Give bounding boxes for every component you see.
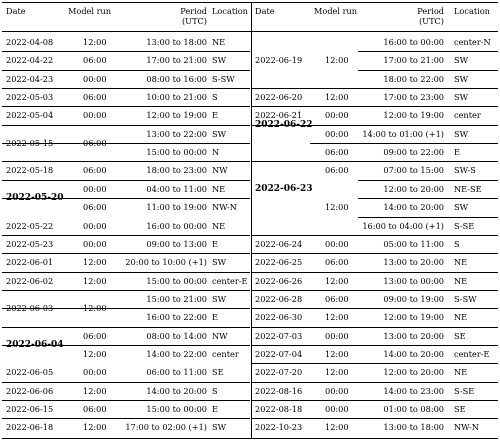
location-cell: S [212, 385, 218, 396]
header-date: Date [6, 6, 26, 16]
model-run-cell: 00:00 [83, 183, 107, 194]
model-run-cell: 12:00 [325, 275, 349, 286]
period-cell: 01:00 to 08:00 [383, 404, 444, 414]
model-run-cell: 00:00 [83, 110, 107, 121]
model-run-cell: 00:00 [325, 404, 349, 414]
row-rule [252, 382, 498, 383]
period-cell: 08:00 to 14:00 [146, 330, 207, 341]
row-rule [358, 180, 498, 181]
row-rule [2, 180, 250, 181]
date-cell: 2022-06-03 [6, 302, 54, 313]
location-cell: NW [212, 330, 228, 341]
row-rule [252, 327, 498, 328]
model-run-cell: 06:00 [83, 55, 107, 66]
period-cell: 09:00 to 13:00 [146, 238, 207, 249]
location-cell: S [454, 238, 460, 249]
location-cell: SW [454, 73, 469, 84]
column-divider [251, 2, 252, 438]
row-rule [115, 308, 250, 309]
location-cell: E [212, 238, 218, 249]
location-cell: center [212, 348, 239, 359]
location-cell: NE-SE [454, 183, 482, 194]
date-cell: 2022-06-01 [6, 257, 54, 268]
model-run-cell: 12:00 [325, 92, 349, 103]
row-rule [252, 345, 498, 346]
header-period-unit: (UTC) [181, 16, 207, 26]
location-cell: E [212, 404, 218, 414]
period-cell: 09:00 to 19:00 [383, 293, 444, 304]
date-cell: 2022-06-06 [6, 385, 54, 396]
date-cell: 2022-06-18 [6, 422, 54, 433]
period-cell: 16:00 to 00:00 [383, 37, 444, 47]
period-cell: 14:00 to 20:00 [383, 348, 444, 359]
model-run-cell: 00:00 [325, 128, 349, 139]
period-cell: 07:00 to 15:00 [383, 165, 444, 176]
location-cell: SE [454, 330, 466, 341]
period-cell: 04:00 to 11:00 [146, 183, 207, 194]
date-cell: 2022-04-22 [6, 55, 54, 66]
date-cell: 2022-08-18 [255, 404, 303, 414]
model-run-cell: 12:00 [325, 312, 349, 323]
model-run-cell: 06:00 [325, 147, 349, 158]
period-cell: 14:00 to 23:00 [383, 385, 444, 396]
model-run-cell: 12:00 [325, 348, 349, 359]
date-cell: 2022-04-08 [6, 37, 54, 47]
bottom-rule [2, 438, 498, 439]
model-run-cell: 00:00 [83, 73, 107, 84]
date-cell: 2022-06-02 [6, 275, 54, 286]
period-cell: 05:00 to 11:00 [383, 238, 444, 249]
date-cell: 2022-06-26 [255, 275, 303, 286]
model-run-cell: 12:00 [83, 348, 107, 359]
date-cell: 2022-05-23 [6, 238, 54, 249]
location-cell: NE [454, 257, 468, 268]
location-cell: S-SE [454, 220, 475, 231]
header-period-right: Period [417, 6, 444, 16]
period-cell: 13:00 to 00:00 [383, 275, 444, 286]
row-rule [252, 161, 498, 162]
model-run-cell: 00:00 [83, 238, 107, 249]
location-cell: center-E [454, 348, 490, 359]
period-cell: 12:00 to 20:00 [383, 183, 444, 194]
period-cell: 17:00 to 02:00 (+1) [125, 422, 207, 433]
row-rule [2, 235, 250, 236]
row-rule [358, 198, 498, 199]
row-rule [2, 327, 250, 328]
row-rule [252, 363, 498, 364]
date-cell: 2022-06-28 [255, 293, 303, 304]
date-cell: 2022-07-03 [255, 330, 303, 341]
date-cell: 2022-05-18 [6, 165, 54, 176]
header-date-right: Date [255, 6, 275, 16]
model-run-cell: 12:00 [83, 422, 107, 433]
period-cell: 17:00 to 23:00 [383, 92, 444, 103]
model-run-cell: 06:00 [83, 404, 107, 414]
date-cell: 2022-06-19 [255, 55, 303, 66]
location-cell: E [454, 147, 460, 158]
period-cell: 08:00 to 16:00 [146, 73, 207, 84]
period-cell: 17:00 to 21:00 [383, 55, 444, 66]
row-rule [252, 235, 498, 236]
period-cell: 15:00 to 00:00 [146, 275, 207, 286]
date-cell: 2022-05-22 [6, 220, 54, 231]
model-run-cell: 12:00 [83, 257, 107, 268]
header-model-run: Model run [68, 6, 112, 16]
date-cell: 2022-06-21 [255, 110, 303, 121]
period-cell: 18:00 to 22:00 [383, 73, 444, 84]
model-run-cell: 06:00 [325, 293, 349, 304]
model-run-cell: 12:00 [325, 422, 349, 433]
model-run-cell: 12:00 [83, 275, 107, 286]
location-cell: S-SW [212, 73, 235, 84]
header-location: Location [212, 6, 248, 16]
location-cell: NE [454, 275, 468, 286]
period-cell: 16:00 to 00:00 [146, 220, 207, 231]
row-rule [252, 308, 498, 309]
period-cell: 13:00 to 22:00 [146, 128, 207, 139]
row-rule [64, 198, 250, 199]
model-run-cell: 06:00 [83, 137, 107, 148]
date-cell: 2022-05-15 [6, 137, 54, 148]
header-model-run-right: Model run [314, 6, 358, 16]
location-cell: NW-N [454, 422, 479, 433]
row-rule [64, 345, 250, 346]
location-cell: SW [454, 128, 469, 139]
model-run-cell: 12:00 [325, 55, 349, 66]
period-cell: 13:00 to 20:00 [383, 330, 444, 341]
period-cell: 14:00 to 01:00 (+1) [362, 128, 444, 139]
period-cell: 17:00 to 21:00 [146, 55, 207, 66]
date-cell: 2022-06-30 [255, 312, 303, 323]
row-rule [2, 382, 250, 383]
date-cell: 2022-06-15 [6, 404, 54, 414]
row-rule [252, 106, 498, 107]
date-cell: 2022-06-24 [255, 238, 303, 249]
model-run-cell: 00:00 [83, 367, 107, 378]
date-cell: 2022-06-22 [255, 119, 313, 130]
row-rule [2, 70, 250, 71]
location-cell: NE [212, 183, 226, 194]
location-cell: SW [454, 92, 469, 103]
date-cell: 2022-06-23 [255, 183, 313, 194]
row-rule [2, 161, 250, 162]
header-location-right: Location [454, 6, 490, 16]
date-cell: 2022-06-04 [6, 339, 64, 350]
row-rule [2, 290, 250, 291]
location-cell: SE [212, 367, 224, 378]
date-cell: 2022-05-20 [6, 192, 64, 203]
location-cell: SW-S [454, 165, 476, 176]
period-cell: 15:00 to 00:00 [146, 404, 207, 414]
date-cell: 2022-06-20 [255, 92, 303, 103]
date-cell: 2022-07-04 [255, 348, 303, 359]
period-cell: 16:00 to 04:00 (+1) [362, 220, 444, 231]
date-cell: 2022-04-23 [6, 73, 54, 84]
location-cell: NE [454, 312, 468, 323]
period-cell: 14:00 to 22:00 [146, 348, 207, 359]
location-cell: NE [454, 367, 468, 378]
period-cell: 12:00 to 20:00 [383, 367, 444, 378]
location-cell: E [212, 110, 218, 121]
location-cell: S-SW [454, 293, 477, 304]
location-cell: SW [212, 422, 227, 433]
location-cell: SW [454, 55, 469, 66]
row-rule [2, 51, 250, 52]
date-cell: 2022-10-23 [255, 422, 303, 433]
location-cell: NW [212, 165, 228, 176]
row-rule [252, 253, 498, 254]
model-run-cell: 00:00 [325, 330, 349, 341]
period-cell: 14:00 to 20:00 [146, 385, 207, 396]
location-cell: NE [212, 220, 226, 231]
header-period: Period [180, 6, 207, 16]
location-cell: SW [212, 128, 227, 139]
period-cell: 16:00 to 22:00 [146, 312, 207, 323]
row-rule [252, 88, 498, 89]
period-cell: 20:00 to 10:00 (+1) [125, 257, 207, 268]
period-cell: 13:00 to 18:00 [383, 422, 444, 433]
row-rule [252, 272, 498, 273]
model-run-cell: 00:00 [325, 385, 349, 396]
model-run-cell: 06:00 [83, 92, 107, 103]
row-rule [2, 400, 250, 401]
location-cell: S-SE [454, 385, 475, 396]
top-rule [2, 2, 498, 3]
location-cell: NW-N [212, 202, 237, 213]
row-rule [358, 217, 498, 218]
period-cell: 12:00 to 19:00 [146, 110, 207, 121]
row-rule [2, 88, 250, 89]
model-run-cell: 00:00 [325, 238, 349, 249]
location-cell: NE [212, 37, 226, 47]
model-run-cell: 06:00 [325, 257, 349, 268]
location-cell: SW [212, 257, 227, 268]
row-rule [310, 143, 498, 144]
row-rule [252, 418, 498, 419]
period-cell: 09:00 to 22:00 [383, 147, 444, 158]
period-cell: 18:00 to 23:00 [146, 165, 207, 176]
model-run-cell: 06:00 [83, 202, 107, 213]
model-run-cell: 06:00 [325, 165, 349, 176]
model-run-cell: 12:00 [325, 202, 349, 213]
model-run-cell: 12:00 [83, 385, 107, 396]
row-rule [2, 418, 250, 419]
period-cell: 13:00 to 18:00 [146, 37, 207, 47]
date-cell: 2022-07-20 [255, 367, 303, 378]
model-run-cell: 12:00 [325, 367, 349, 378]
date-cell: 2022-06-25 [255, 257, 303, 268]
row-rule [2, 253, 250, 254]
location-cell: center [454, 110, 481, 121]
location-cell: SW [212, 55, 227, 66]
period-cell: 13:00 to 20:00 [383, 257, 444, 268]
location-cell: SW [212, 293, 227, 304]
period-cell: 15:00 to 21:00 [146, 293, 207, 304]
location-cell: N [212, 147, 220, 158]
date-cell: 2022-05-04 [6, 110, 54, 121]
header-period-unit-right: (UTC) [418, 16, 444, 26]
row-rule [358, 51, 498, 52]
model-run-cell: 00:00 [83, 220, 107, 231]
location-cell: center-N [454, 37, 491, 47]
period-cell: 06:00 to 11:00 [146, 367, 207, 378]
row-rule [252, 400, 498, 401]
row-rule [115, 143, 250, 144]
date-cell: 2022-06-05 [6, 367, 54, 378]
location-cell: SE [454, 404, 466, 414]
location-cell: S [212, 92, 218, 103]
period-cell: 10:00 to 21:00 [146, 92, 207, 103]
period-cell: 12:00 to 19:00 [383, 110, 444, 121]
model-run-cell: 00:00 [325, 110, 349, 121]
row-rule [2, 125, 250, 126]
row-rule [2, 106, 250, 107]
date-cell: 2022-08-16 [255, 385, 303, 396]
model-run-cell: 06:00 [83, 330, 107, 341]
row-rule [252, 290, 498, 291]
date-cell: 2022-05-03 [6, 92, 54, 103]
row-rule [358, 70, 498, 71]
location-cell: SW [454, 202, 469, 213]
header-row [2, 2, 498, 30]
period-cell: 15:00 to 00:00 [146, 147, 207, 158]
model-run-cell: 12:00 [83, 302, 107, 313]
period-cell: 12:00 to 19:00 [383, 312, 444, 323]
header-rule [2, 31, 498, 32]
model-run-cell: 06:00 [83, 165, 107, 176]
location-cell: E [212, 312, 218, 323]
model-run-cell: 12:00 [83, 37, 107, 47]
row-rule [2, 272, 250, 273]
period-cell: 14:00 to 20:00 [383, 202, 444, 213]
location-cell: center-E [212, 275, 248, 286]
period-cell: 11:00 to 19:00 [146, 202, 207, 213]
